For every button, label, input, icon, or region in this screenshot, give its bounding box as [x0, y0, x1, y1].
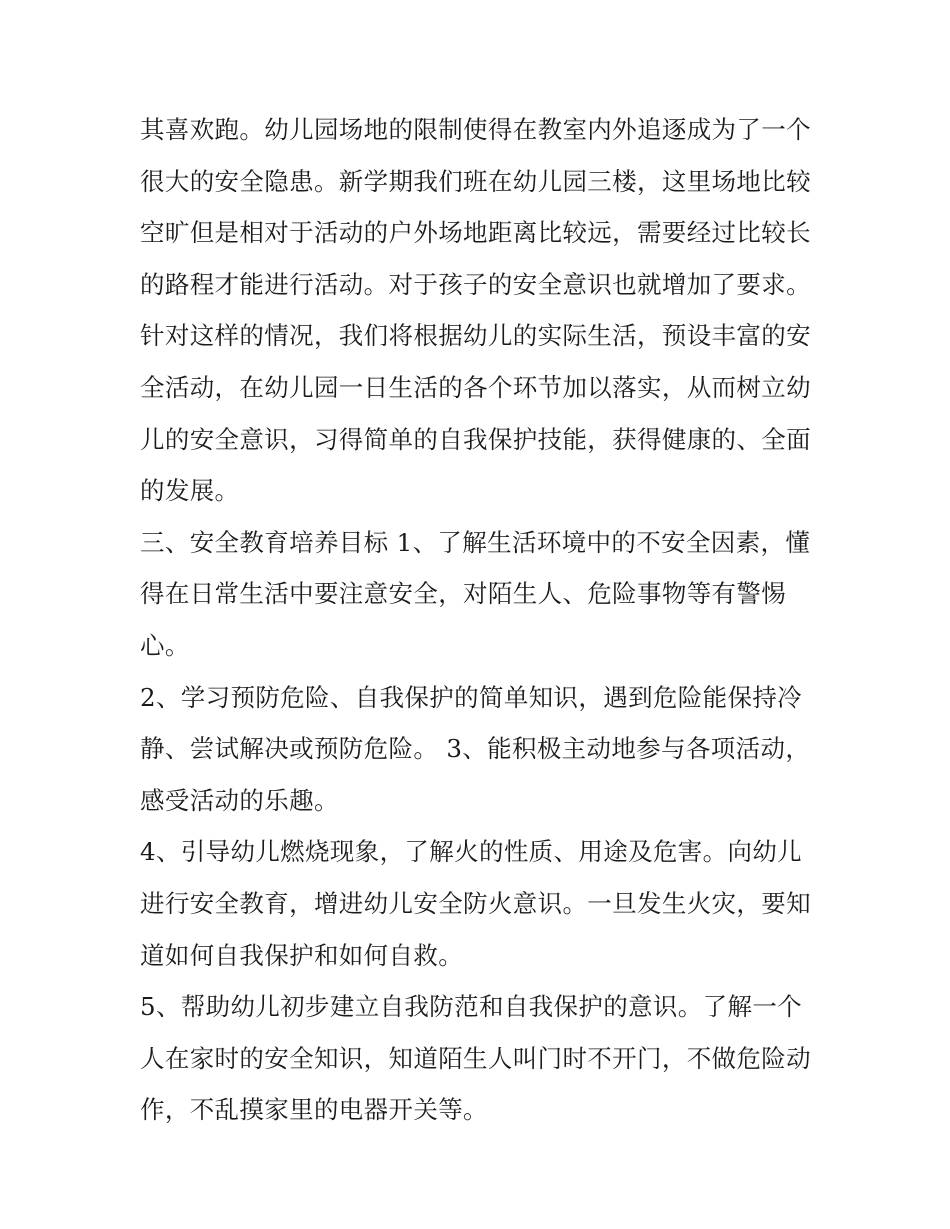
document-body: [140, 104, 820, 1136]
text-line: 作，不乱摸家里的电器开关等。: [140, 1095, 488, 1125]
text-line: 心。: [140, 630, 190, 660]
list-item-line: 5、帮助幼儿初步建立自我防范和自我保护的意识。了解一个: [140, 992, 803, 1022]
text-line: 儿的安全意识，习得简单的自我保护技能，获得健康的、全面: [140, 424, 811, 454]
text-line: 人在家时的安全知识，知道陌生人叫门时不开门，不做危险动: [140, 1043, 811, 1073]
text-line: 感受活动的乐趣。: [140, 785, 339, 815]
text-line: 针对这样的情况，我们将根据幼儿的实际生活，预设丰富的安: [140, 321, 811, 351]
text-line: 静、尝试解决或预防危险。 3、能积极主动地参与各项活动，: [140, 734, 811, 764]
list-item-line: 4、引导幼儿燃烧现象，了解火的性质、用途及危害。向幼儿: [140, 837, 803, 867]
text-line: 道如何自我保护和如何自救。: [140, 940, 464, 970]
text-line: 很大的安全隐患。新学期我们班在幼儿园三楼，这里场地比较: [140, 166, 811, 196]
text-line: 得在日常生活中要注意安全，对陌生人、危险事物等有警惕: [140, 579, 787, 609]
text-line: 的发展。: [140, 476, 240, 506]
text-line: 全活动，在幼儿园一日生活的各个环节加以落实，从而树立幼: [140, 372, 811, 402]
section-heading-line: 三、安全教育培养目标 1、了解生活环境中的不安全因素，懂: [140, 527, 811, 557]
text-line: 空旷但是相对于活动的户外场地距离比较远，需要经过比较长: [140, 218, 811, 248]
text-line: 其喜欢跑。幼儿园场地的限制使得在教室内外追逐成为了一个: [140, 115, 811, 144]
text-line: 的路程才能进行活动。对于孩子的安全意识也就增加了要求。: [140, 269, 811, 299]
text-line: 进行安全教育，增进幼儿安全防火意识。一旦发生火灾，要知: [140, 888, 811, 918]
list-item-line: 2、学习预防危险、自我保护的简单知识，遇到危险能保持冷: [140, 682, 803, 712]
